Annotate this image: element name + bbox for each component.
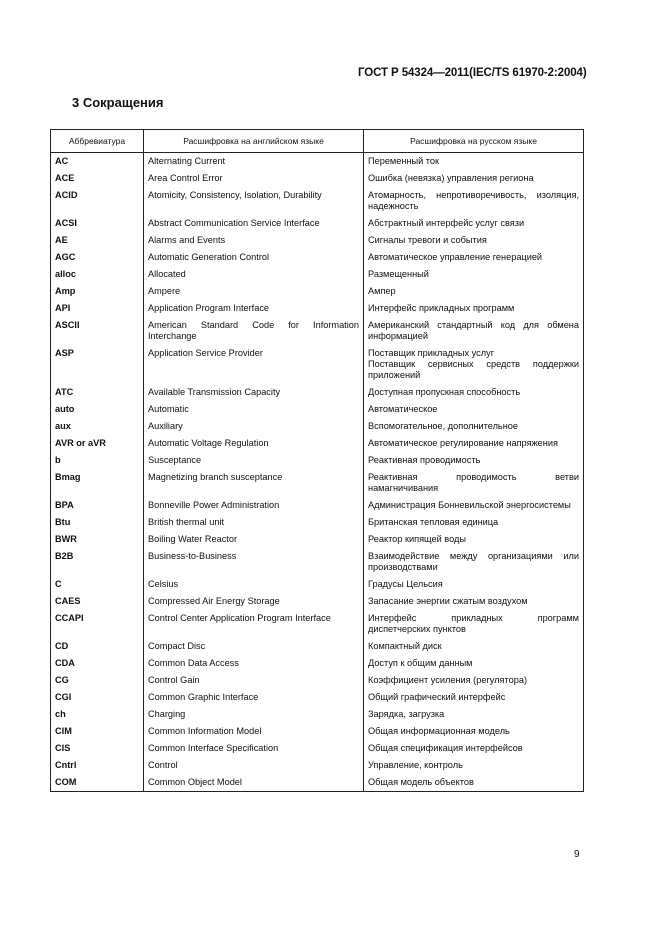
abbreviation-cell: COM: [51, 774, 144, 792]
page-number: 9: [574, 849, 580, 860]
section-title: 3 Сокращения: [72, 95, 164, 110]
english-cell: Common Graphic Interface: [144, 689, 364, 706]
abbreviation-cell: AGC: [51, 249, 144, 266]
english-cell: Control: [144, 757, 364, 774]
abbreviation-cell: aux: [51, 418, 144, 435]
abbreviation-cell: C: [51, 576, 144, 593]
table-row: [51, 249, 584, 266]
russian-cell: Ошибка (невязка) управления региона: [364, 170, 584, 187]
abbreviation-cell: Cntrl: [51, 757, 144, 774]
english-cell: Compressed Air Energy Storage: [144, 593, 364, 610]
english-cell: Automatic Generation Control: [144, 249, 364, 266]
table-row: [51, 232, 584, 249]
abbreviation-cell: ASP: [51, 345, 144, 384]
abbreviation-cell: BPA: [51, 497, 144, 514]
abbreviation-cell: CGI: [51, 689, 144, 706]
table-row: [51, 689, 584, 706]
english-cell: Automatic Voltage Regulation: [144, 435, 364, 452]
russian-cell: Запасание энергии сжатым воздухом: [364, 593, 584, 610]
russian-cell: Доступ к общим данным: [364, 655, 584, 672]
english-cell: Atomicity, Consistency, Isolation, Durability: [144, 187, 364, 215]
abbreviation-cell: AC: [51, 153, 144, 171]
russian-cell: Общая модель объектов: [364, 774, 584, 792]
abbreviation-cell: CIS: [51, 740, 144, 757]
table-row: [51, 317, 584, 345]
table-row: [51, 435, 584, 452]
table-row: [51, 610, 584, 638]
russian-cell: Реактор кипящей воды: [364, 531, 584, 548]
russian-cell: Американский стандартный код для обмена информацией: [364, 317, 584, 345]
table-row: [51, 300, 584, 317]
russian-cell: Ампер: [364, 283, 584, 300]
column-header-abbreviation: Аббревиатура: [51, 130, 144, 153]
russian-cell: Зарядка, загрузка: [364, 706, 584, 723]
russian-cell: Вспомогательное, дополнительное: [364, 418, 584, 435]
abbreviation-cell: CAES: [51, 593, 144, 610]
abbreviation-cell: API: [51, 300, 144, 317]
russian-cell: Доступная пропускная способность: [364, 384, 584, 401]
russian-cell: Реактивная проводимость ветви намагничивания: [364, 469, 584, 497]
table-row: [51, 345, 584, 384]
abbreviation-cell: b: [51, 452, 144, 469]
table-row: [51, 469, 584, 497]
english-cell: Alternating Current: [144, 153, 364, 171]
english-cell: Business-to-Business: [144, 548, 364, 576]
table-row: [51, 170, 584, 187]
english-cell: Magnetizing branch susceptance: [144, 469, 364, 497]
table-row: [51, 757, 584, 774]
russian-cell: Интерфейс прикладных программ: [364, 300, 584, 317]
russian-cell: Британская тепловая единица: [364, 514, 584, 531]
abbreviation-cell: Btu: [51, 514, 144, 531]
abbreviation-cell: CCAPI: [51, 610, 144, 638]
russian-cell: Сигналы тревоги и события: [364, 232, 584, 249]
russian-cell: Общий графический интерфейс: [364, 689, 584, 706]
abbreviation-cell: ACID: [51, 187, 144, 215]
english-cell: Abstract Communication Service Interface: [144, 215, 364, 232]
table-row: [51, 638, 584, 655]
table-row: [51, 548, 584, 576]
english-cell: Ampere: [144, 283, 364, 300]
table-row: [51, 497, 584, 514]
russian-cell: Реактивная проводимость: [364, 452, 584, 469]
english-cell: Common Interface Specification: [144, 740, 364, 757]
abbreviation-cell: CD: [51, 638, 144, 655]
english-cell: Area Control Error: [144, 170, 364, 187]
russian-cell: Размещенный: [364, 266, 584, 283]
english-cell: Available Transmission Capacity: [144, 384, 364, 401]
russian-cell: Компактный диск: [364, 638, 584, 655]
english-cell: Application Service Provider: [144, 345, 364, 384]
english-cell: Alarms and Events: [144, 232, 364, 249]
column-header-russian: Расшифровка на русском языке: [364, 130, 584, 153]
abbreviation-cell: ASCII: [51, 317, 144, 345]
english-cell: Common Data Access: [144, 655, 364, 672]
russian-cell: Коэффициент усиления (регулятора): [364, 672, 584, 689]
table-row: [51, 531, 584, 548]
column-header-english: Расшифровка на английском языке: [144, 130, 364, 153]
abbreviation-cell: B2B: [51, 548, 144, 576]
russian-cell: Автоматическое: [364, 401, 584, 418]
document-header: ГОСТ Р 54324—2011(IEC/TS 61970-2:2004): [358, 67, 587, 79]
russian-cell: Поставщик прикладных услуг Поставщик сервисных средств поддержки приложений: [364, 345, 584, 384]
table-row: [51, 187, 584, 215]
russian-cell: Администрация Бонневильской энергосистемы: [364, 497, 584, 514]
table-row: [51, 723, 584, 740]
table-row: [51, 452, 584, 469]
abbreviation-cell: CDA: [51, 655, 144, 672]
russian-cell: Абстрактный интерфейс услуг связи: [364, 215, 584, 232]
table-row: [51, 655, 584, 672]
russian-cell: Автоматическое управление генерацией: [364, 249, 584, 266]
abbreviation-cell: AVR or aVR: [51, 435, 144, 452]
english-cell: American Standard Code for Information Interchange: [144, 317, 364, 345]
abbreviations-table: [50, 129, 584, 792]
table-row: [51, 418, 584, 435]
russian-cell: Общая спецификация интерфейсов: [364, 740, 584, 757]
english-cell: Application Program Interface: [144, 300, 364, 317]
table-row: [51, 215, 584, 232]
english-cell: Boiling Water Reactor: [144, 531, 364, 548]
russian-cell: Градусы Цельсия: [364, 576, 584, 593]
russian-cell: Взаимодействие между организациями или производствами: [364, 548, 584, 576]
table-row: [51, 384, 584, 401]
table-body: [51, 153, 584, 792]
table-row: [51, 774, 584, 792]
english-cell: Auxiliary: [144, 418, 364, 435]
abbreviation-cell: Bmag: [51, 469, 144, 497]
russian-cell: Общая информационная модель: [364, 723, 584, 740]
abbreviation-cell: BWR: [51, 531, 144, 548]
english-cell: British thermal unit: [144, 514, 364, 531]
russian-cell: Переменный ток: [364, 153, 584, 171]
abbreviation-cell: ch: [51, 706, 144, 723]
table-row: [51, 401, 584, 418]
table-header-row: [51, 130, 584, 153]
abbreviation-cell: CIM: [51, 723, 144, 740]
english-cell: Charging: [144, 706, 364, 723]
english-cell: Bonneville Power Administration: [144, 497, 364, 514]
abbreviation-cell: alloc: [51, 266, 144, 283]
russian-cell: Атомарность, непротиворечивость, изоляция, надежность: [364, 187, 584, 215]
english-cell: Control Center Application Program Interface: [144, 610, 364, 638]
table-row: [51, 576, 584, 593]
english-cell: Celsius: [144, 576, 364, 593]
table-row: [51, 153, 584, 171]
russian-cell: Управление, контроль: [364, 757, 584, 774]
abbreviation-cell: AE: [51, 232, 144, 249]
abbreviation-cell: auto: [51, 401, 144, 418]
abbreviation-cell: ACE: [51, 170, 144, 187]
abbreviation-cell: Amp: [51, 283, 144, 300]
english-cell: Common Object Model: [144, 774, 364, 792]
english-cell: Common Information Model: [144, 723, 364, 740]
russian-cell: Автоматическое регулирование напряжения: [364, 435, 584, 452]
table-row: [51, 283, 584, 300]
english-cell: Compact Disc: [144, 638, 364, 655]
table-row: [51, 266, 584, 283]
english-cell: Allocated: [144, 266, 364, 283]
abbreviation-cell: CG: [51, 672, 144, 689]
abbreviation-cell: ACSI: [51, 215, 144, 232]
english-cell: Control Gain: [144, 672, 364, 689]
abbreviation-cell: ATC: [51, 384, 144, 401]
table-row: [51, 593, 584, 610]
english-cell: Automatic: [144, 401, 364, 418]
table-row: [51, 672, 584, 689]
table-row: [51, 706, 584, 723]
table-row: [51, 740, 584, 757]
english-cell: Susceptance: [144, 452, 364, 469]
table-row: [51, 514, 584, 531]
russian-cell: Интерфейс прикладных программ диспетчерских пунктов: [364, 610, 584, 638]
